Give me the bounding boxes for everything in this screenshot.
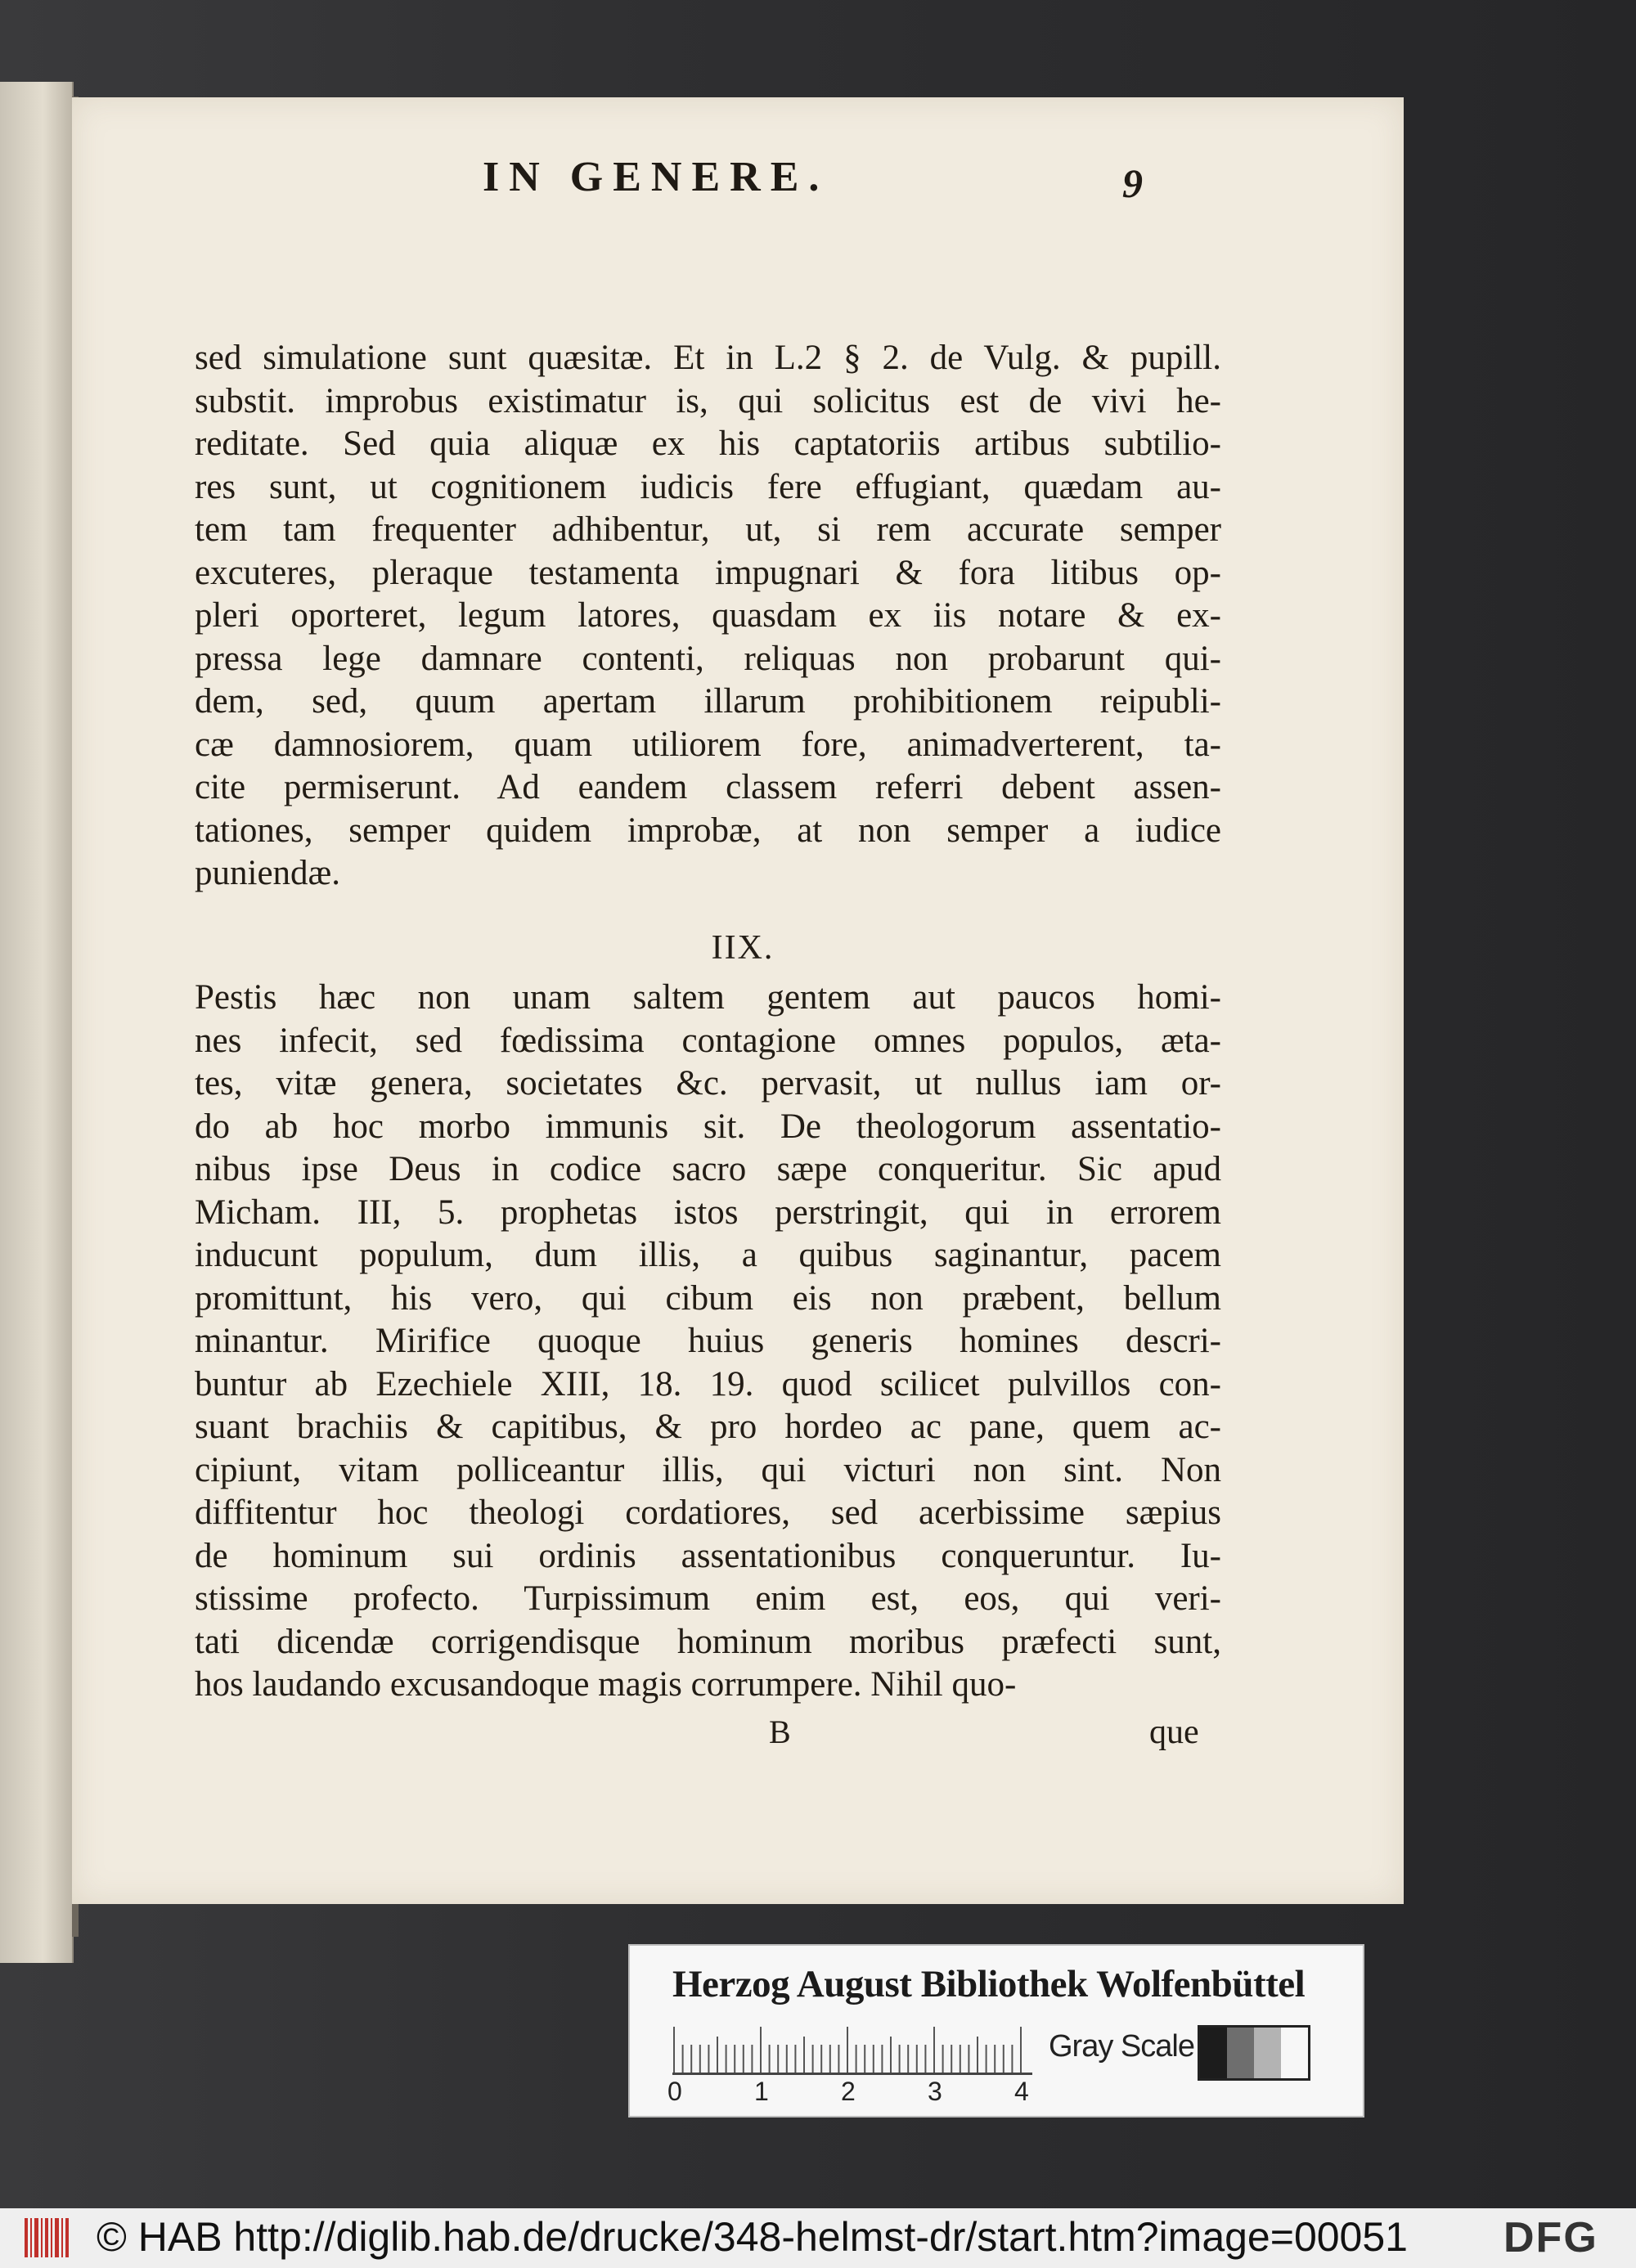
text-line: substit. improbus existimatur is, qui solicitus est de vivi he-	[195, 381, 1221, 420]
ruler-labels	[667, 2077, 1065, 2106]
text-line: cite permiserunt. Ad eandem classem referri debent assen-	[195, 768, 1221, 806]
text-line: sed simulatione sunt quæsitæ. Et in L.2 § 2. de Vulg. & pupill.	[195, 339, 1221, 377]
text-line: cæ damnosiorem, quam utiliorem fore, animadverterent, ta-	[195, 725, 1221, 764]
paragraph-1	[195, 337, 1221, 896]
color-scale-card	[628, 1944, 1364, 2118]
dfg-logo: DFG	[1503, 2214, 1598, 2261]
text-line: pressa lege damnare contenti, reliquas non probarunt qui-	[195, 639, 1221, 678]
page-header	[0, 153, 1636, 218]
catchword: que	[1149, 1713, 1199, 1751]
ruler-label: 2	[841, 2077, 856, 2106]
text-line: nes infecit, sed fœdissima contagione omnes populos, æta-	[195, 1021, 1221, 1060]
credit-bar	[0, 2208, 1636, 2268]
text-line: dem, sed, quum apertam illarum prohibitionem reipubli-	[195, 682, 1221, 721]
gray-swatch	[1200, 2028, 1227, 2078]
text-line: stissime profecto. Turpissimum enim est, eos, qui veri-	[195, 1579, 1221, 1618]
text-line: res sunt, ut cognitionem iudicis fere effugiant, quædam au-	[195, 467, 1221, 506]
text-line: cipiunt, vitam polliceantur illis, qui victuri non sint. Non	[195, 1450, 1221, 1489]
gray-scale-swatches	[1198, 2025, 1310, 2081]
library-name: Herzog August Bibliothek Wolfenbüttel	[672, 1963, 1306, 2005]
text-line: minantur. Mirifice quoque huius generis homines descri-	[195, 1322, 1221, 1360]
gray-swatch	[1227, 2028, 1254, 2078]
text-line: buntur ab Ezechiele XIII, 18. 19. quod scilicet pulvillos con-	[195, 1364, 1221, 1403]
barcode-icon	[25, 2218, 70, 2257]
text-line: do ab hoc morbo immunis sit. De theologorum assentatio-	[195, 1107, 1221, 1146]
text-line: tem tam frequenter adhibentur, ut, si rem accurate semper	[195, 510, 1221, 549]
text-line: promittunt, his vero, qui cibum eis non præbent, bellum	[195, 1278, 1221, 1318]
signature-mark: B	[769, 1713, 791, 1750]
text-line: reditate. Sed quia aliquæ ex his captatoriis artibus subtilio-	[195, 424, 1221, 463]
text-line: diffitentur hoc theologi cordatiores, sed acerbissime sæpius	[195, 1493, 1221, 1532]
gray-scale-label: Gray Scale	[1049, 2029, 1194, 2064]
gray-swatch	[1281, 2028, 1308, 2078]
text-line: Pestis hæc non unam saltem gentem aut paucos homi-	[195, 978, 1221, 1017]
text-line: pleri oporteret, legum latores, quasdam ex iis notare & ex-	[195, 596, 1221, 635]
ruler-label: 4	[1014, 2077, 1029, 2106]
credit-link[interactable]: © HAB http://diglib.hab.de/drucke/348-helmst-dr/start.htm?image=00051	[97, 2214, 1408, 2260]
running-head: IN GENERE.	[483, 154, 829, 200]
text-line: puniendæ.	[195, 854, 340, 892]
ruler-label: 3	[928, 2077, 942, 2106]
gray-swatch	[1254, 2028, 1281, 2078]
text-line: de hominum sui ordinis assentationibus conqueruntur. Iu-	[195, 1536, 1221, 1575]
text-line: Micham. III, 5. prophetas istos perstringit, qui in errorem	[195, 1192, 1221, 1232]
text-line: hos laudando excusandoque magis corrumpere. Nihil quo-	[195, 1665, 1017, 1704]
ruler-label: 1	[754, 2077, 769, 2106]
ruler-label: 0	[667, 2077, 682, 2106]
text-line: nibus ipse Deus in codice sacro sæpe conqueritur. Sic apud	[195, 1150, 1221, 1188]
text-line: tationes, semper quidem improbæ, at non semper a iudice	[195, 811, 1221, 850]
ruler-ticks	[672, 2023, 1032, 2073]
text-line: excuteres, pleraque testamenta impugnari & fora litibus op-	[195, 553, 1221, 592]
text-line: tati dicendæ corrigendisque hominum moribus præfecti sunt,	[195, 1622, 1221, 1661]
text-line: tes, vitæ genera, societates &c. pervasit, ut nullus iam or-	[195, 1064, 1221, 1103]
paragraph-2	[195, 977, 1221, 1707]
centimeter-ruler	[672, 2023, 1032, 2075]
text-line: suant brachiis & capitibus, & pro hordeo ac pane, quem ac-	[195, 1408, 1221, 1446]
text-line: inducunt populum, dum illis, a quibus saginantur, pacem	[195, 1236, 1221, 1274]
previous-page-edge	[0, 82, 74, 1963]
page-number: 9	[1122, 160, 1143, 206]
section-numeral: IIX.	[711, 929, 775, 967]
